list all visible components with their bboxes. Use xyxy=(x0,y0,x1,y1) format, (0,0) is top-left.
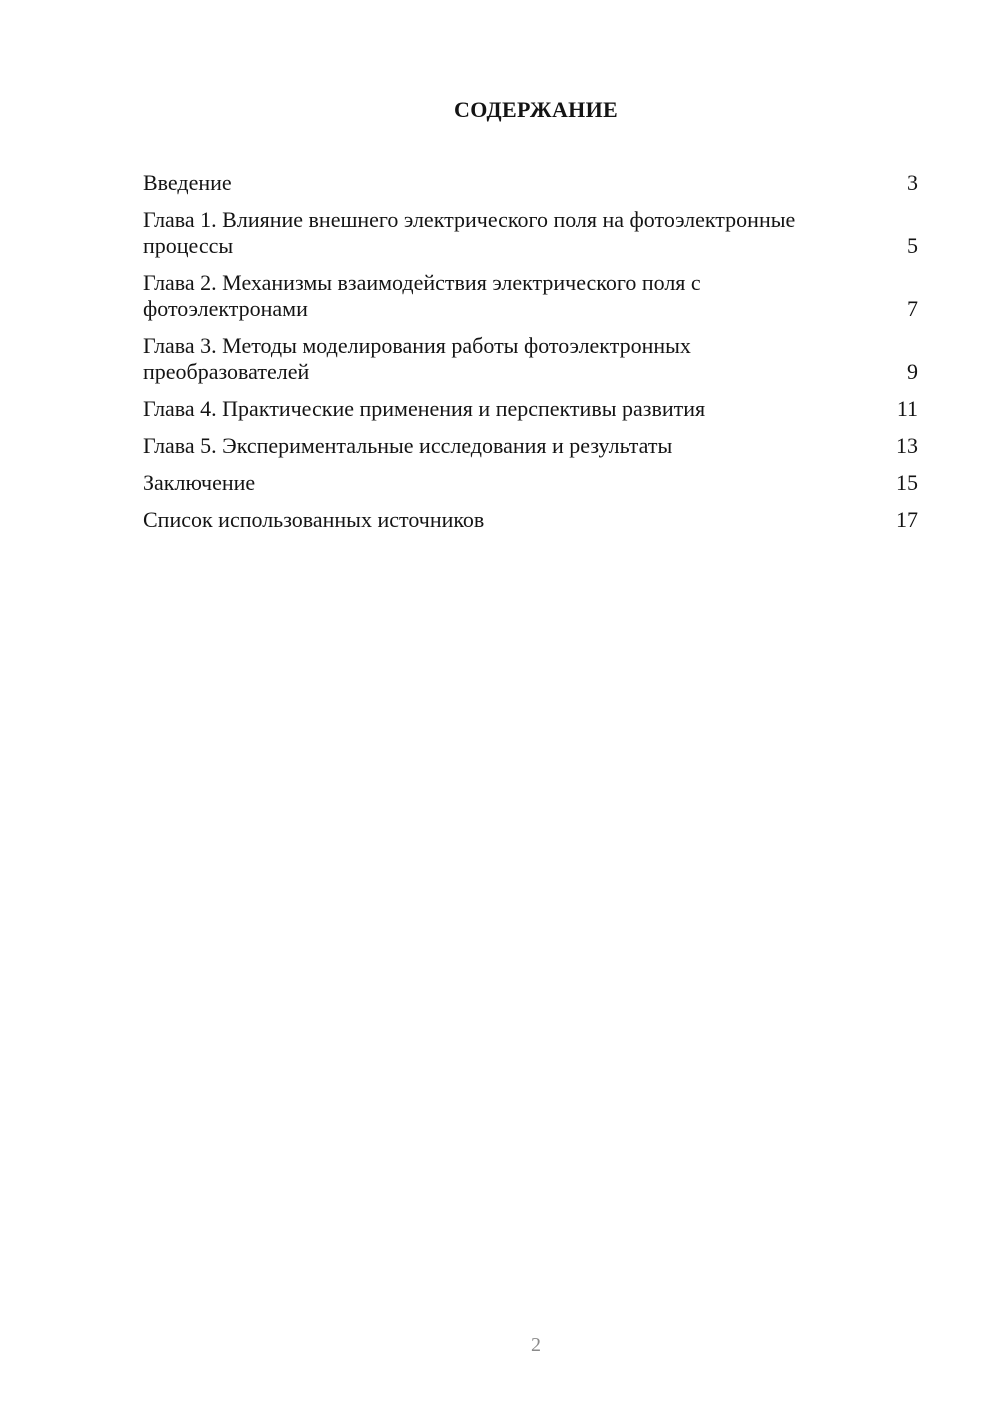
toc-entry-title: Заключение xyxy=(143,470,256,495)
toc-entry-chapter-4 xyxy=(143,396,918,422)
toc-entry-title: Глава 4. Практические применения и перспективы развития xyxy=(143,396,706,421)
toc-entry-chapter-5 xyxy=(143,433,918,459)
toc-entry-title: Глава 3. Методы моделирования работы фотоэлектронных преобразователей xyxy=(143,333,691,384)
toc-entry-chapter-2 xyxy=(143,270,918,322)
page-number: 2 xyxy=(531,1334,541,1356)
toc-entry-page: 3 xyxy=(907,170,918,195)
toc-entry-title: Глава 2. Механизмы взаимодействия электрического поля с фотоэлектронами xyxy=(143,270,701,321)
toc-entry-chapter-3 xyxy=(143,333,918,385)
toc-entry-title: Введение xyxy=(143,170,232,195)
toc-entry-title: Глава 5. Экспериментальные исследования и результаты xyxy=(143,433,673,458)
toc-entry-page: 11 xyxy=(896,396,918,421)
toc-entry-title: Список использованных источников xyxy=(143,507,485,532)
toc-entry-chapter-1 xyxy=(143,207,918,259)
toc-entry-introduction xyxy=(143,170,918,196)
toc-entry-title: Глава 1. Влияние внешнего электрического поля на фотоэлектронные процессы xyxy=(143,207,796,258)
toc-heading: СОДЕРЖАНИЕ xyxy=(454,97,618,122)
toc-entry-page: 15 xyxy=(896,470,918,495)
toc-entry-conclusion xyxy=(143,470,918,496)
toc-entry-page: 5 xyxy=(907,233,918,258)
toc-entry-references xyxy=(143,507,918,533)
toc-entry-page: 9 xyxy=(907,359,918,384)
toc-entry-page: 7 xyxy=(907,296,918,321)
toc-entry-page: 13 xyxy=(896,433,918,458)
toc-entry-page: 17 xyxy=(896,507,918,532)
table-of-contents xyxy=(143,170,918,544)
